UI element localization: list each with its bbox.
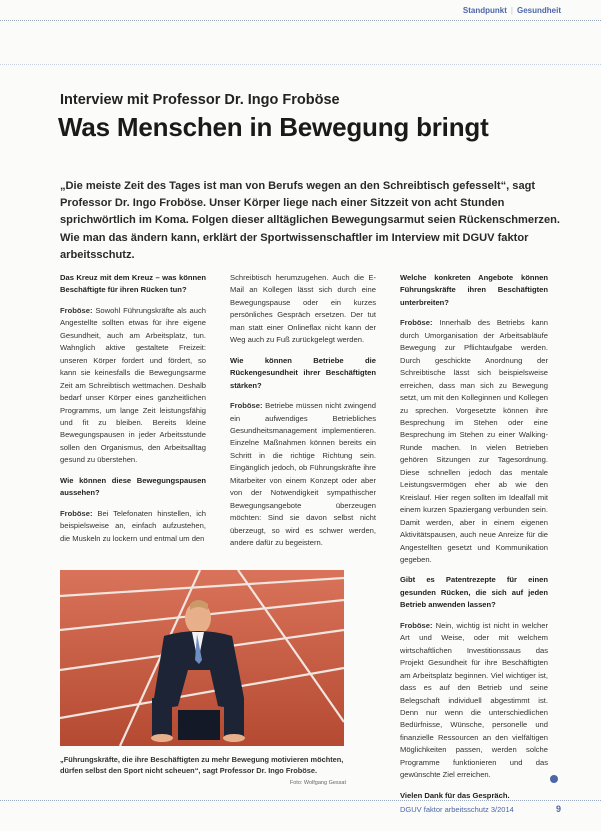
answer — [60, 305, 206, 467]
footer-rule — [0, 800, 601, 802]
text-column-2 — [230, 272, 376, 558]
tag-separator: | — [510, 6, 513, 15]
header-rule — [0, 20, 601, 22]
answer-text: Nein, wichtig ist nicht in welcher Art und Weise, oder mit welchem wirtschaftlichen Investitionssaus das Projekt Gesundheit für ihre Beschäftigten am Arbeitsplatz beginnen. Viel wichtiger ist, dass es auf den Betrieb und seine Belegschaft individuell abgestimmt ist. Denn nur wenn die unterschiedlichen Bedürfnisse, Wünsche, personelle und finanzielle Ressourcen an den vielfältigen Möglichkeiten passen, werden solche Programme funktionieren und das gewünschte Ziel erreichen. — [400, 620, 548, 780]
text-column-1 — [60, 272, 206, 553]
question: Gibt es Patentrezepte für einen gesunden Rücken, die sich auf jeden Betrieb anwenden lassen? — [400, 575, 548, 610]
article-kicker: Interview mit Professor Dr. Ingo Froböse — [60, 92, 340, 108]
answer-text: Betriebe müssen nicht zwingend ein aufwendiges Betriebliches Gesundheitsmanagement implementieren. Einzelne Maßnahmen können bereits ein Schritt in die richtige Richtung sein. Eingänglich jedoch, ob Führungskräfte ihre Mitarbeiter von einem Konzept oder aber von der Notwendigkeit sympathischer Bewegungsangebote überzeugen möchten: Sind sie davon selbst nicht überzeugt, so wird es schwer werden, andere dafür zu begeistern. — [230, 401, 376, 548]
page-number: 9 — [556, 804, 562, 814]
answer-text: Schreibtisch herumzugehen. Auch die E-Mail an Kollegen lässt sich durch eine Bewegungspause oder ein kurzes persönliches Gespräch ersetzen. Der tut man statt einer Onlineflax nicht kann der Weg auch zu Fuß zurückgelegt werden. — [230, 273, 376, 345]
question: Wie können diese Bewegungspausen aussehen? — [60, 475, 206, 498]
answer-text: Innerhalb des Betriebs kann durch Umorganisation der Arbeitsabläufe Bewegung zur Pflichtaufgabe werden. Durch geschickte Anordnung der Schreibtische lässt sich beispielsweise erreichen, dass man sich zu Bewegung setzt, um mit den Kolleginnen und Kollegen zu sprechen. Vorgesetzte können ihre Besprechung im Stehen oder eine Besprechung im Stehen zu einer Walking-Runde machen. In vielen Betrieben gehören Sitzungen zur Tagesordnung. Diese schnellen jedoch das mentale Leistungsvermögen eher ab wie den Kreislauf. Hier regen sollten im Idealfall mit einem kurzen Spaziergang verbunden sein. Damit werden, aber in einem eigenen Aktivitätspausen, auch neue Anreize für die Angestellten gesetzt und Kommunikation gegeben. — [400, 318, 548, 564]
speaker-label: Froböse: — [60, 508, 93, 518]
speaker-label: Froböse: — [60, 305, 93, 315]
question: Welche konkreten Angebote können Führungskräfte ihren Beschäftigten unterbreiten? — [400, 273, 548, 307]
speaker-label: Froböse: — [400, 318, 433, 328]
section-tags — [463, 6, 561, 15]
answer-text: Bei Telefonaten hinstellen, ich beispielsweise an, einfach aufzustehen, die Muskeln zu lockern und entmal um den — [60, 508, 206, 543]
closing-line: Vielen Dank für das Gespräch. — [400, 790, 510, 800]
answer — [60, 508, 206, 545]
answer-text: Sowohl Führungskräfte als auch Angestellte sollten etwas für ihre eigene Gesundheit, auch am Arbeitsplatz, tun. Wahnglich aktive gestaltete Freizeit: unseren Körper fordert und fördert, so kann sie keinesfalls die Bewegungsarme Zeit am Schreibtisch wettmachen. Deshalb bedarf unser Körper eines ganzheitlichen Programms, um lange Zeit leistungsfähig und fit zu bleiben. Bereits kleine Bewegungspausen in jeder Arbeitsstunde sollen den Organismus, den Arbeitsalltag gesund zu überstehen. — [60, 305, 206, 465]
photo-credit: Foto: Wolfgang Gessat — [289, 780, 346, 786]
question: Das Kreuz mit dem Kreuz – was können Beschäftigte für ihren Rücken tun? — [60, 273, 206, 295]
topic-label: Gesundheit — [516, 6, 561, 15]
text-column-3 — [400, 272, 548, 810]
footer-publication: DGUV faktor arbeitsschutz 3/2014 — [400, 805, 514, 814]
answer — [400, 317, 548, 566]
answer — [230, 400, 376, 549]
answer — [400, 620, 548, 782]
running-track-photo — [60, 570, 344, 746]
end-of-article-dot-icon — [550, 775, 558, 783]
article-photo — [60, 570, 344, 746]
section-label: Standpunkt — [462, 6, 507, 15]
article-lead: „Die meiste Zeit des Tages ist man von Berufs wegen an den Schreibtisch gefesselt“, sagt Professor Dr. Ingo Froböse. Unser Körper liege nach einer Sitzzeit von acht Stunden sprichwörtlich im Koma. Folgen dieser alltäglichen Bewegungsarmut seien Rückenschmerzen. Wie man das ändern kann, erklärt der Sportwissenschaftler im Interview mit DGUV faktor arbeitsschutz. — [60, 180, 560, 261]
header-band-rule — [0, 64, 601, 66]
speaker-label: Froböse: — [230, 401, 263, 411]
speaker-label: Froböse: — [400, 620, 433, 630]
article-title: Was Menschen in Bewegung bringt — [58, 112, 489, 142]
question: Wie können Betriebe die Rückengesundheit ihrer Beschäftigten stärken? — [230, 355, 376, 390]
photo-caption: „Führungskräfte, die ihre Beschäftigten zu mehr Bewegung motivieren möchten, dürfen selbst den Sport nicht scheuen“, sagt Professor Dr. Ingo Froböse. — [60, 755, 344, 776]
